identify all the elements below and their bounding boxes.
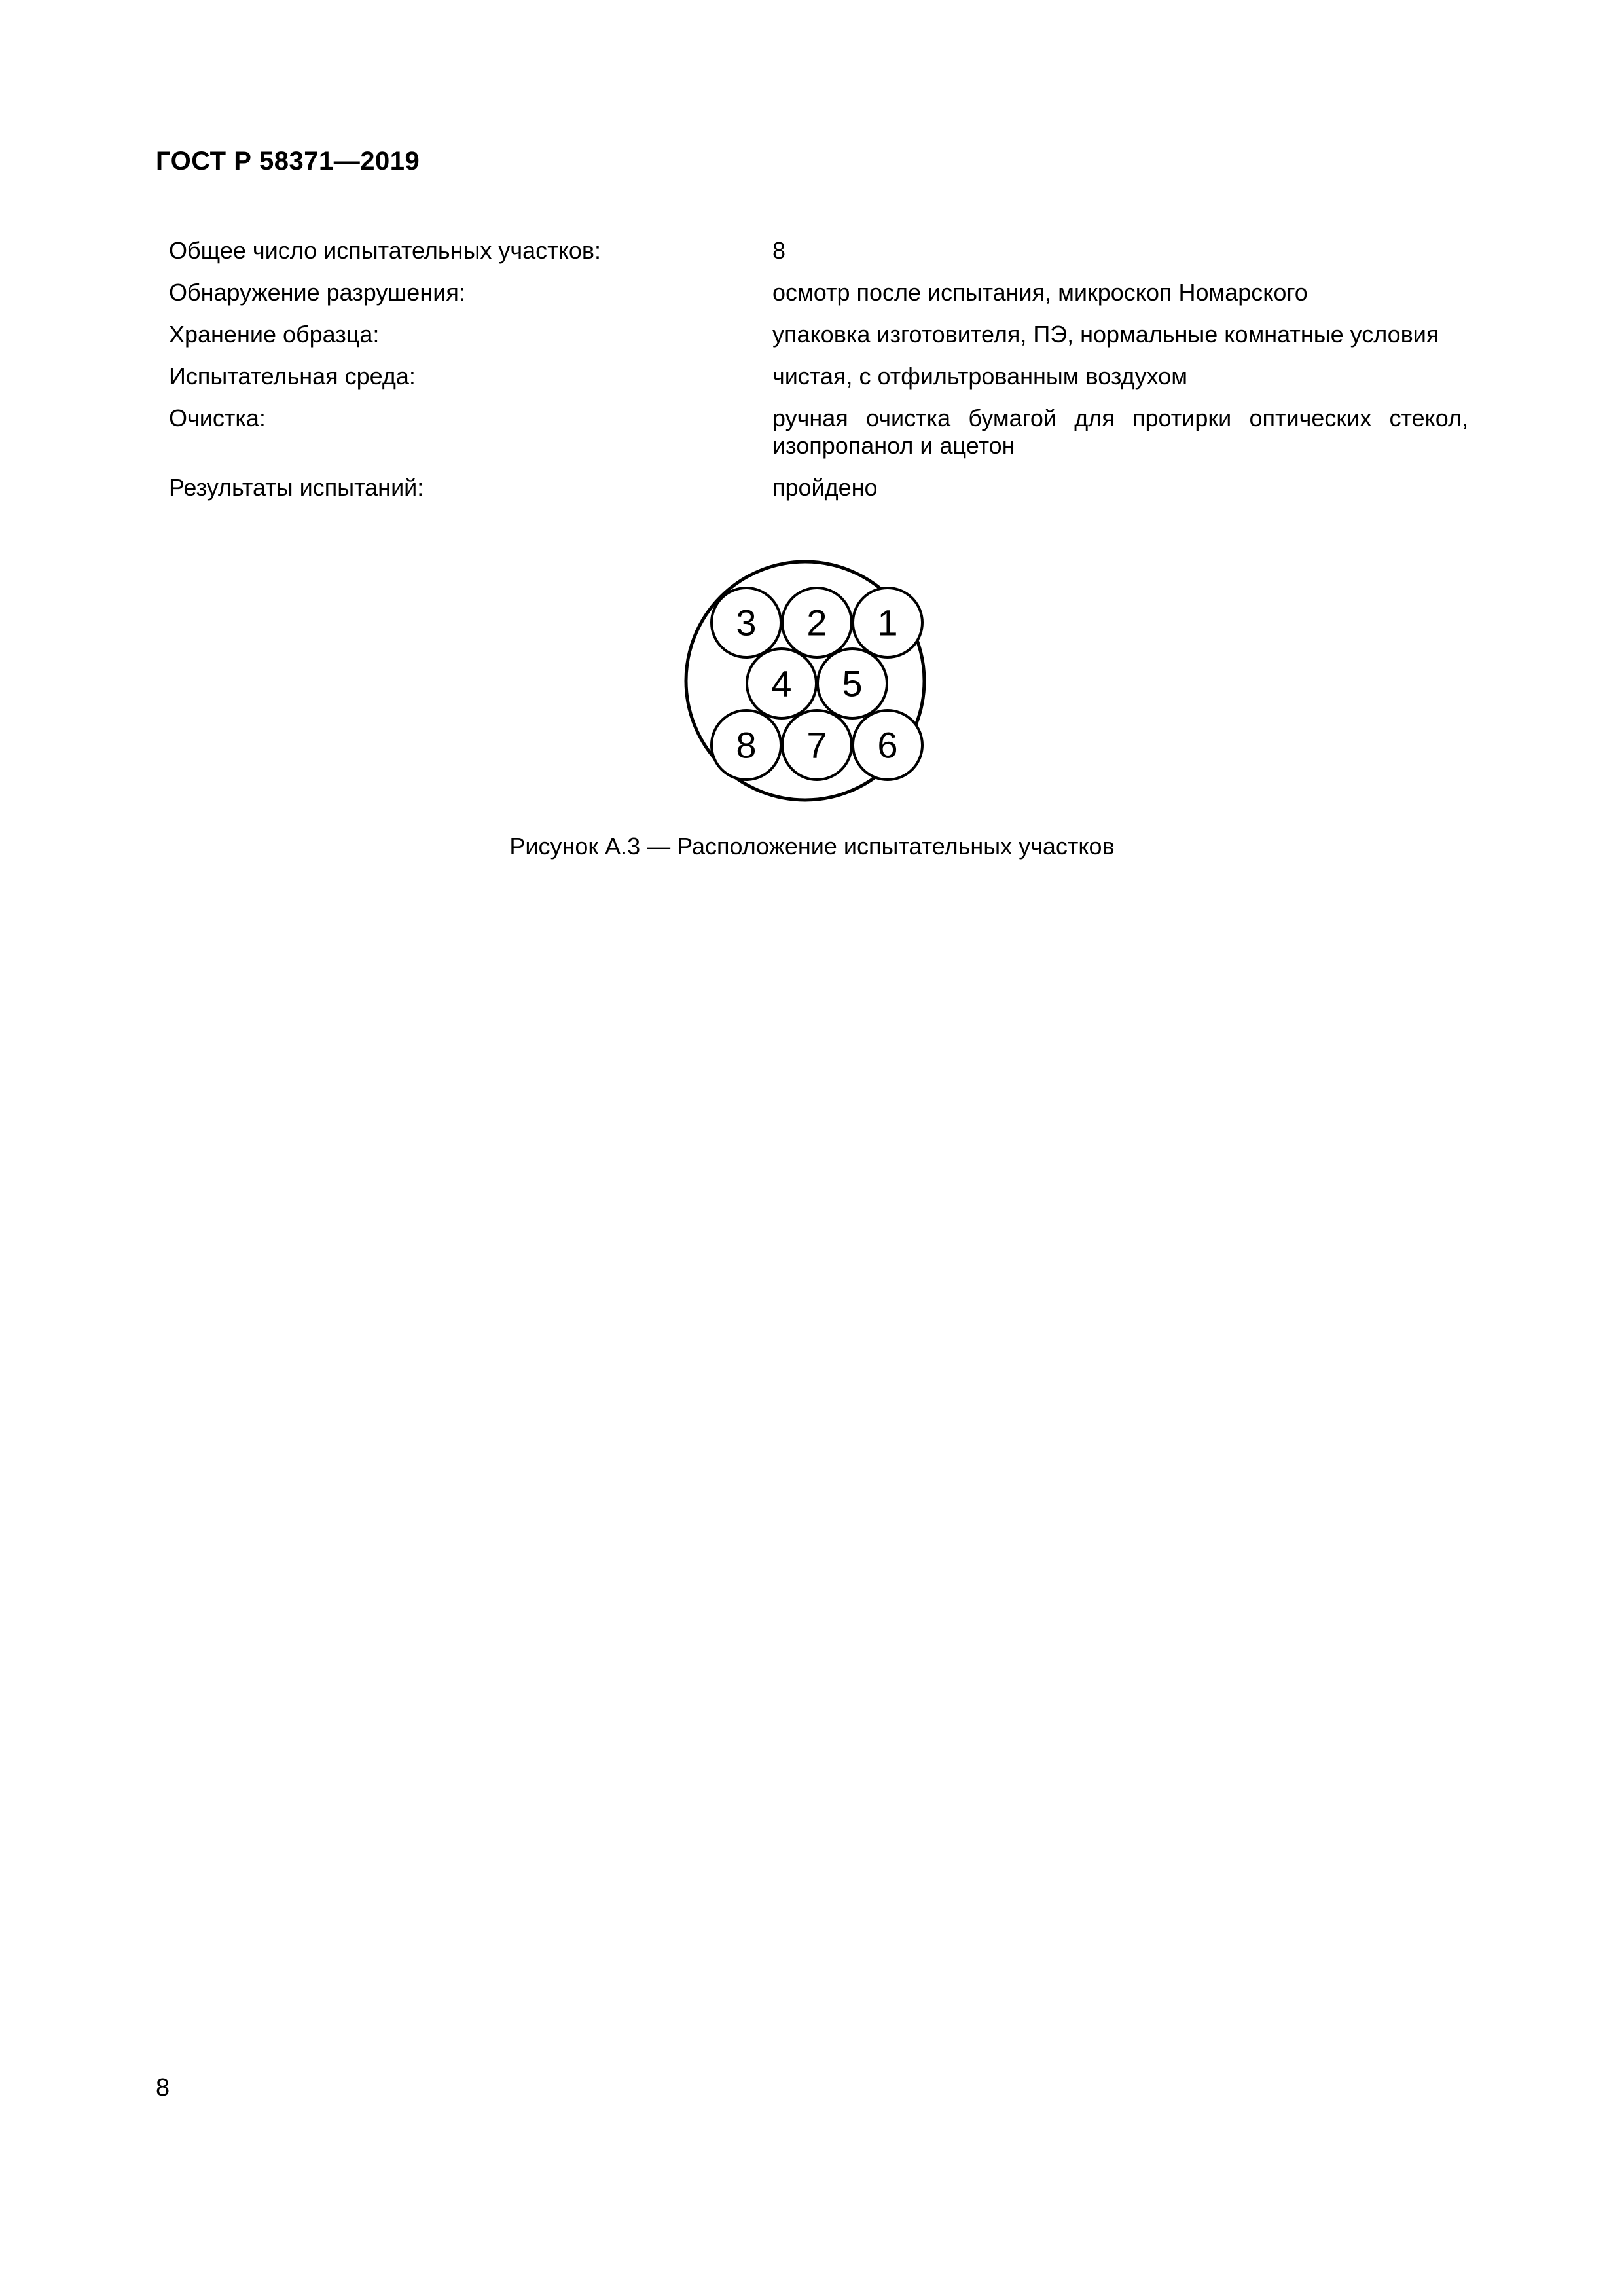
param-row-site-count xyxy=(169,237,1468,264)
test-site-layout-figure xyxy=(681,547,929,815)
test-site-8 xyxy=(712,710,781,780)
test-site-2 xyxy=(782,588,852,657)
param-row-cleaning xyxy=(169,405,1468,460)
param-label: Результаты испытаний: xyxy=(169,474,424,501)
test-site-1 xyxy=(853,588,922,657)
document-header: ГОСТ Р 58371—2019 xyxy=(156,147,420,175)
test-site-6 xyxy=(853,710,922,780)
param-value: ручная очистка бумагой для протирки оптических стекол, изопропанол и ацетон xyxy=(772,405,1468,459)
test-site-4 xyxy=(747,649,816,718)
param-label: Обнаружение разрушения: xyxy=(169,279,465,306)
test-site-label: 8 xyxy=(736,724,757,766)
test-site-label: 4 xyxy=(771,663,792,704)
test-parameters xyxy=(169,237,1468,516)
param-row-test-results xyxy=(169,474,1468,501)
param-value: осмотр после испытания, микроскоп Номарского xyxy=(772,279,1308,306)
param-label: Испытательная среда: xyxy=(169,363,416,390)
test-site-label: 3 xyxy=(736,602,757,644)
page-number: 8 xyxy=(156,2074,170,2102)
test-site-5 xyxy=(818,649,887,718)
test-site-label: 5 xyxy=(842,663,863,704)
param-value: упаковка изготовителя, ПЭ, нормальные комнатные условия xyxy=(772,321,1439,348)
test-site-label: 6 xyxy=(877,724,898,766)
test-site-7 xyxy=(782,710,852,780)
param-label: Хранение образца: xyxy=(169,321,380,348)
param-row-sample-storage xyxy=(169,321,1468,348)
figure-caption: Рисунок А.3 — Расположение испытательных участков xyxy=(509,833,1115,860)
param-row-damage-detection xyxy=(169,279,1468,306)
param-value: чистая, с отфильтрованным воздухом xyxy=(772,363,1187,390)
test-site-label: 1 xyxy=(877,602,898,644)
test-site-label: 7 xyxy=(806,724,827,766)
param-row-test-environment xyxy=(169,363,1468,390)
test-site-diagram xyxy=(681,547,929,815)
test-site-3 xyxy=(712,588,781,657)
param-label: Общее число испытательных участков: xyxy=(169,237,601,264)
param-value: пройдено xyxy=(772,474,878,501)
test-site-label: 2 xyxy=(806,602,827,644)
param-label: Очистка: xyxy=(169,405,266,431)
param-value: 8 xyxy=(772,237,786,264)
